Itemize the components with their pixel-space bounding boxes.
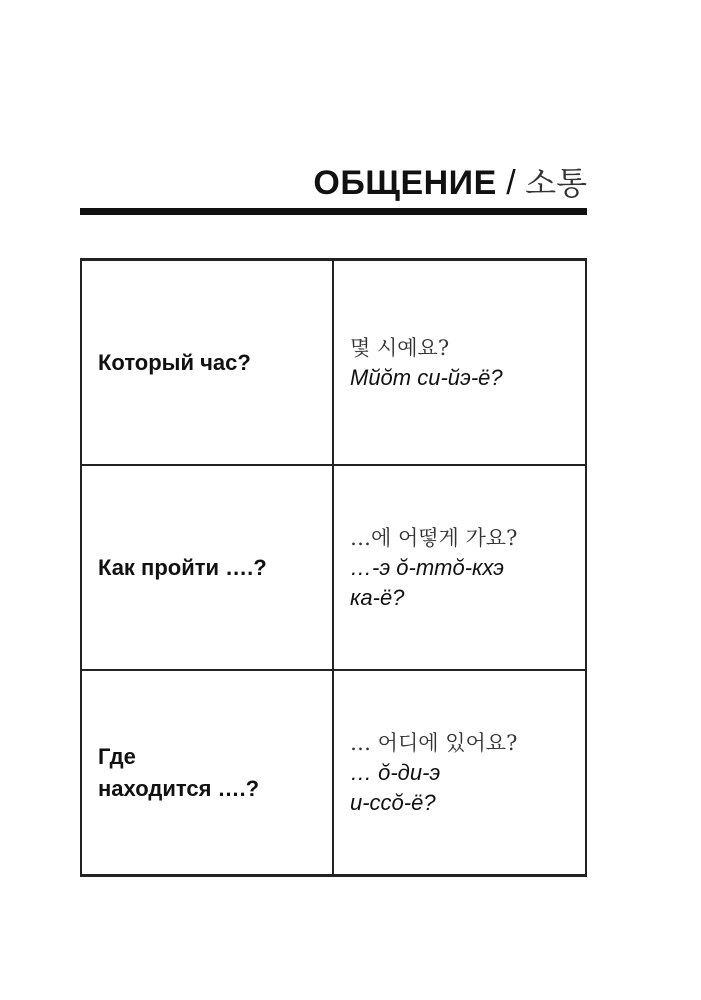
- table-row: [81, 465, 586, 670]
- korean-phrase: …에 어떻게 가요?: [350, 525, 518, 550]
- korean-phrase: … 어디에 있어요?: [350, 730, 518, 755]
- question-text: Где: [98, 743, 136, 769]
- romanization: и-ссŏ-ё?: [350, 789, 436, 815]
- answer-cell: [333, 260, 586, 466]
- title-divider: [80, 208, 587, 215]
- romanization: ка-ё?: [350, 584, 405, 610]
- answer-cell: [333, 670, 586, 876]
- romanization: …-э ŏ-ттŏ-кхэ: [350, 554, 504, 580]
- table-row: [81, 260, 586, 466]
- title-russian: ОБЩЕНИЕ: [313, 164, 497, 202]
- title-korean: 소통: [525, 164, 587, 202]
- question-cell: [81, 260, 333, 466]
- korean-phrase: 몇 시예요?: [350, 335, 450, 360]
- title-separator: /: [506, 164, 516, 202]
- page-title: [313, 158, 587, 204]
- question-text: Который час?: [98, 349, 251, 375]
- question-text: Как пройти ….?: [98, 554, 267, 580]
- table-row: [81, 670, 586, 876]
- romanization: Мйŏт си-йэ-ё?: [350, 364, 503, 390]
- phrase-table: [80, 258, 587, 877]
- question-cell: [81, 670, 333, 876]
- question-text: находится ….?: [98, 775, 260, 801]
- answer-cell: [333, 465, 586, 670]
- romanization: … ŏ-ди-э: [350, 759, 441, 785]
- question-cell: [81, 465, 333, 670]
